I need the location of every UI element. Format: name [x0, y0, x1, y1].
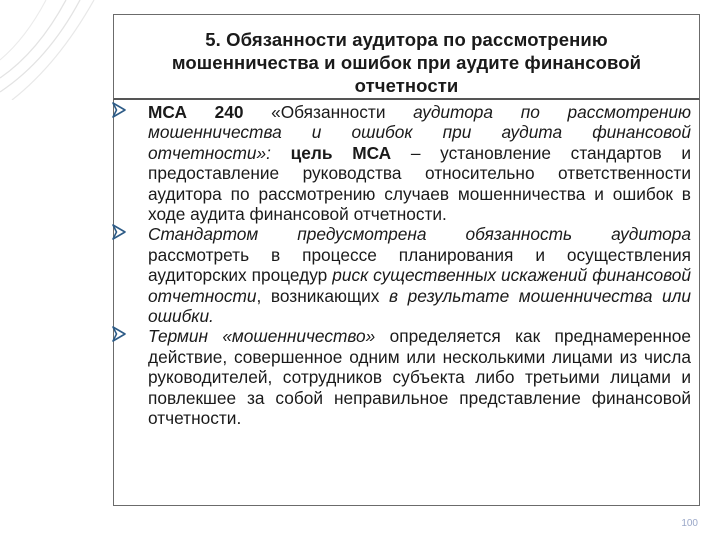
bullet-item: [148, 224, 691, 326]
text-run: рассмотреть в процессе планирования и осуществления аудиторских процедур: [148, 244, 691, 286]
arrowhead-bullet-icon: [112, 102, 134, 122]
bullet-list: [148, 102, 691, 429]
text-run: – установление стандартов и предоставление руководства относительно ответственности аудитора по рассмотрению случаев мошенничества и ошибок в ходе аудита финансовой отчетности.: [148, 142, 691, 225]
text-run: [271, 143, 291, 163]
text-run: «Обязанности: [243, 102, 414, 122]
title-line: мошенничества и ошибок при аудите финансовой: [171, 52, 642, 73]
slide-title: [113, 28, 700, 97]
text-run: цель МСА: [290, 142, 392, 163]
text-run: Термин «мошенничество»: [148, 326, 376, 347]
text-run: риск существенных искажений финансовой отчетности: [148, 265, 691, 306]
text-run: в результате мошенничества или ошибки.: [148, 285, 692, 327]
corner-arcs-decoration: [0, 0, 110, 100]
page-number: 100: [681, 518, 698, 529]
standard-name: МСА 240: [148, 102, 244, 122]
bullet-item: [148, 102, 691, 224]
text-run: Стандартом предусмотрена обязанность аудитора: [148, 224, 691, 245]
title-line: 5. Обязанности аудитора по рассмотрению: [205, 29, 608, 50]
bullet-item: [148, 326, 691, 428]
title-line: отчетности: [354, 75, 459, 96]
text-run: определяется как преднамеренное действие, совершенное одним или несколькими лицами из числа руководителей, сотрудников субъекта либо третьими лицами и повлекшее за собой неправильное представление финансовой отчетности.: [148, 326, 691, 429]
text-run: аудитора по рассмотрению мошенничества и ошибок при аудита финансовой отчетности»:: [148, 102, 691, 163]
text-run: , возникающих: [256, 285, 390, 306]
arrowhead-bullet-icon: [112, 224, 134, 244]
arrowhead-bullet-icon: [112, 326, 134, 346]
